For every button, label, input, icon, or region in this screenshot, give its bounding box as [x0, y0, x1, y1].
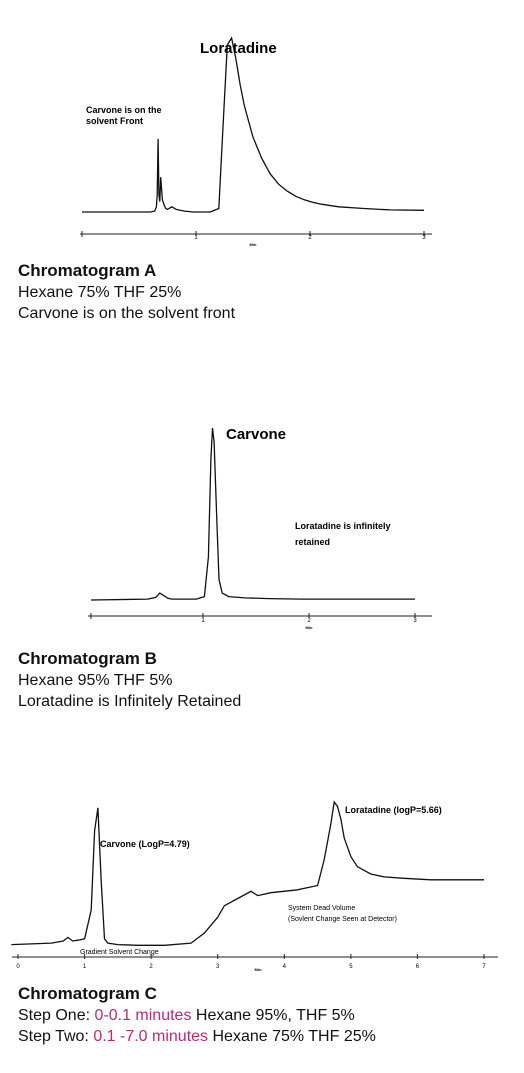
- tick-label: 1: [82, 964, 87, 970]
- tick-label: 3: [216, 964, 220, 970]
- carvone-label: Carvone: [226, 426, 287, 443]
- carvone-note-line1: Carvone is on the: [86, 105, 162, 115]
- caption-step-two: [18, 1026, 518, 1047]
- tick-group: [201, 613, 417, 624]
- step-two-composition: Hexane 75% THF 25%: [212, 1028, 376, 1045]
- chromatogram-c-caption: [18, 983, 518, 1047]
- dead-volume-line1: System Dead Volume: [288, 905, 356, 912]
- chromatogram-b-caption: [18, 648, 518, 712]
- tick-label: 3: [422, 235, 426, 241]
- chromatogram-a: [0, 0, 524, 340]
- tick-label: 1: [201, 618, 205, 624]
- caption-line: Hexane 75% THF 25%: [18, 284, 182, 301]
- caption-step-one: [18, 1005, 518, 1026]
- carvone-note-line2: solvent Front: [86, 116, 144, 126]
- loratadine-label: Loratadine: [200, 40, 277, 57]
- chromatogram-c-trace: [11, 802, 484, 945]
- caption-title: Chromatogram C: [18, 984, 157, 1003]
- tick-group: [16, 954, 486, 970]
- caption-title: Chromatogram B: [18, 649, 157, 668]
- chromatogram-c: [0, 780, 524, 1073]
- chromatogram-b-plot: [0, 400, 524, 660]
- caption-line: Hexane 95% THF 5%: [18, 672, 173, 689]
- chromatogram-b: [0, 400, 524, 730]
- caption-line: Carvone is on the solvent front: [18, 305, 236, 322]
- chromatogram-a-caption: [18, 260, 518, 324]
- caption-line: Loratadine is Infinitely Retained: [18, 693, 242, 710]
- x-axis-label: Min: [249, 242, 257, 247]
- caption-title: Chromatogram A: [18, 261, 157, 280]
- step-two-time: 0.1 -7.0 minutes: [93, 1028, 209, 1045]
- loratadine-note-line1: Loratadine is infinitely: [295, 521, 391, 531]
- step-one-composition: Hexane 95%, THF 5%: [195, 1007, 355, 1024]
- loratadine-note-line2: retained: [295, 537, 331, 547]
- chromatogram-b-trace: [91, 428, 415, 600]
- tick-label: 5: [349, 964, 353, 970]
- dead-volume-line2: (Sovlent Change Seen at Detector): [288, 916, 397, 923]
- carvone-logp-label: Carvone (LogP=4.79): [100, 839, 190, 849]
- x-axis-label: Min: [254, 967, 262, 972]
- tick-label: 7: [482, 964, 486, 970]
- chromatogram-a-plot: [0, 0, 524, 260]
- loratadine-logp-label: Loratadine (logP=5.66): [345, 805, 442, 815]
- tick-label: 2: [308, 235, 312, 241]
- tick-label: 3: [413, 618, 417, 624]
- tick-label: 6: [415, 964, 420, 970]
- tick-label: 2: [149, 964, 153, 970]
- step-one-time: 0-0.1 minutes: [94, 1007, 192, 1024]
- tick-label: 0: [16, 964, 20, 970]
- tick-label: 4: [282, 964, 286, 970]
- gradient-change-label: Gradient Solvent Change: [80, 949, 159, 956]
- step-one-label: Step One:: [18, 1007, 91, 1024]
- step-two-label: Step Two:: [18, 1028, 89, 1045]
- chromatogram-c-plot: [0, 780, 524, 990]
- x-axis-label: Min: [305, 625, 313, 630]
- tick-label: 2: [307, 618, 311, 624]
- tick-group: [194, 231, 426, 241]
- tick-label: 1: [194, 235, 198, 241]
